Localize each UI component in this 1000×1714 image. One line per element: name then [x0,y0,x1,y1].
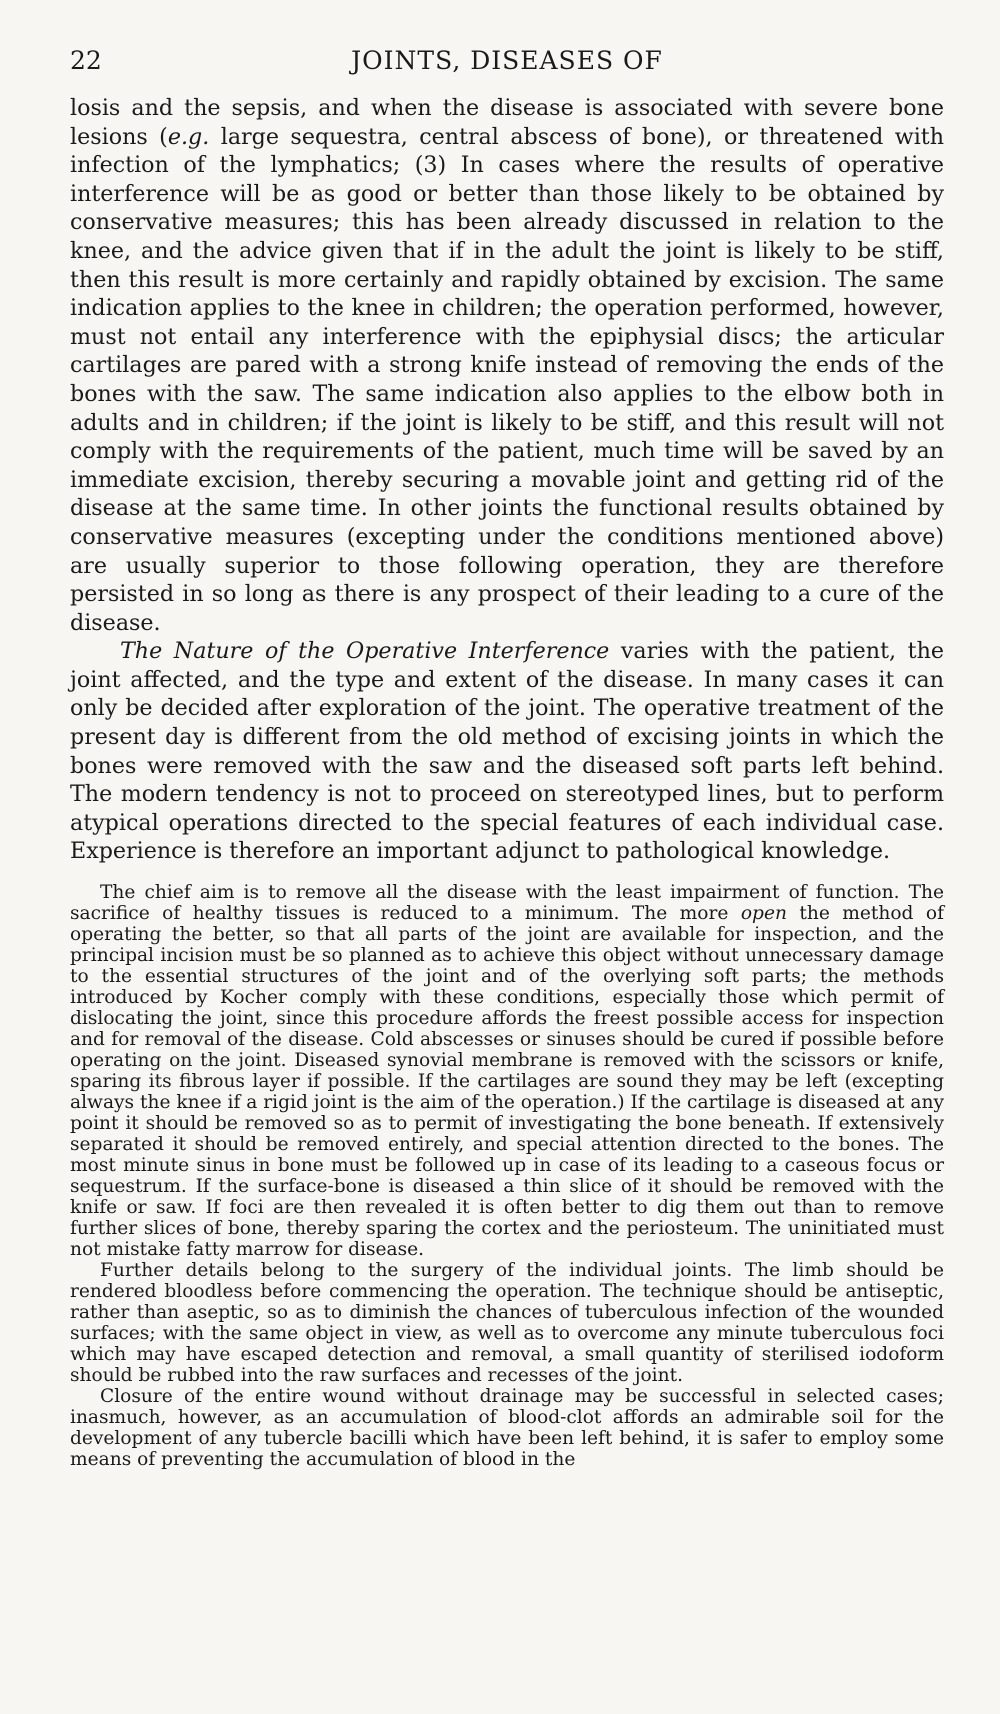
paragraph: Closure of the entire wound without drainage may be successful in selected cases; inasmuch, however, as an accumulation of blood-clot affords an admirable soil for the development of any tubercle bacilli which have been left behind, it is safer to employ some means of preventing the accumulation of blood in the [70,1386,944,1471]
main-text-small [70,882,944,1470]
running-title: JOINTS, DISEASES OF [351,46,663,75]
running-header [70,46,944,82]
paragraph: The Nature of the Operative Interference varies with the patient, the joint affected, and the type and extent of the disease. In many cases it can only be decided after exploration of the joint. The operative treatment of the present day is different from the old method of excising joints in which the bones were removed with the saw and the diseased soft parts left behind. The modern tendency is not to proceed on stereotyped lines, but to perform atypical operations directed to the special features of each individual case. Experience is therefore an important adjunct to pathological knowledge. [70,638,944,865]
paragraph: losis and the sepsis, and when the disease is associated with severe bone lesions (e.g. large sequestra, central abscess of bone), or threatened with infection of the lymphatics; (3) In cases where the results of operative interference will be as good or better than those likely to be obtained by conservative measures; this has been already discussed in relation to the knee, and the advice given that if in the adult the joint is likely to be stiff, then this result is more certainly and rapidly obtained by excision. The same indication applies to the knee in children; the operation performed, however, must not entail any interference with the epiphysial discs; the articular cartilages are pared with a strong knife instead of removing the ends of the bones with the saw. The same indication also applies to the elbow both in adults and in children; if the joint is likely to be stiff, and this result will not comply with the requirements of the patient, much time will be saved by an immediate excision, thereby securing a movable joint and getting rid of the disease at the same time. In other joints the functional results obtained by conservative measures (excepting under the conditions mentioned above) are usually superior to those following operation, they are therefore persisted in so long as there is any prospect of their leading to a cure of the disease. [70,95,944,636]
italic-heading: The Nature of the Operative Interference [120,638,610,665]
book-page [70,46,944,1470]
paragraph: The chief aim is to remove all the disease with the least impairment of function. The sacrifice of healthy tissues is reduced to a minimum. The more open the method of operating the better, so that all parts of the joint are available for inspection, and the principal incision must be so planned as to achieve this object without unnecessary damage to the essential structures of the joint and of the overlying soft parts; the methods introduced by Kocher comply with these conditions, especially those which permit of dislocating the joint, since this procedure affords the freest possible access for inspection and for removal of the disease. Cold abscesses or sinuses should be cured if possible before operating on the joint. Diseased synovial membrane is removed with the scissors or knife, sparing its fibrous layer if possible. If the cartilages are sound they may be left (excepting always the knee if a rigid joint is the aim of the operation.) If the cartilage is diseased at any point it should be removed so as to permit of investigating the bone beneath. If extensively separated it should be removed entirely, and special attention directed to the bones. The most minute sinus in bone must be followed up in case of its leading to a caseous focus or sequestrum. If the surface-bone is diseased a thin slice of it should be removed with the knife or saw. If foci are then revealed it is often better to dig them out than to remove further slices of bone, thereby sparing the cortex and the periosteum. The uninitiated must not mistake fatty marrow for disease. [70,882,944,1261]
main-text-large [70,94,944,866]
page-number: 22 [70,46,102,75]
paragraph: Further details belong to the surgery of the individual joints. The limb should be rendered bloodless before commencing the operation. The technique should be antiseptic, rather than aseptic, so as to diminish the chances of tuberculous infection of the wounded surfaces; with the same object in view, as well as to overcome any minute tuberculous foci which may have escaped detection and removal, a small quantity of sterilised iodoform should be rubbed into the raw surfaces and recesses of the joint. [70,1260,944,1387]
